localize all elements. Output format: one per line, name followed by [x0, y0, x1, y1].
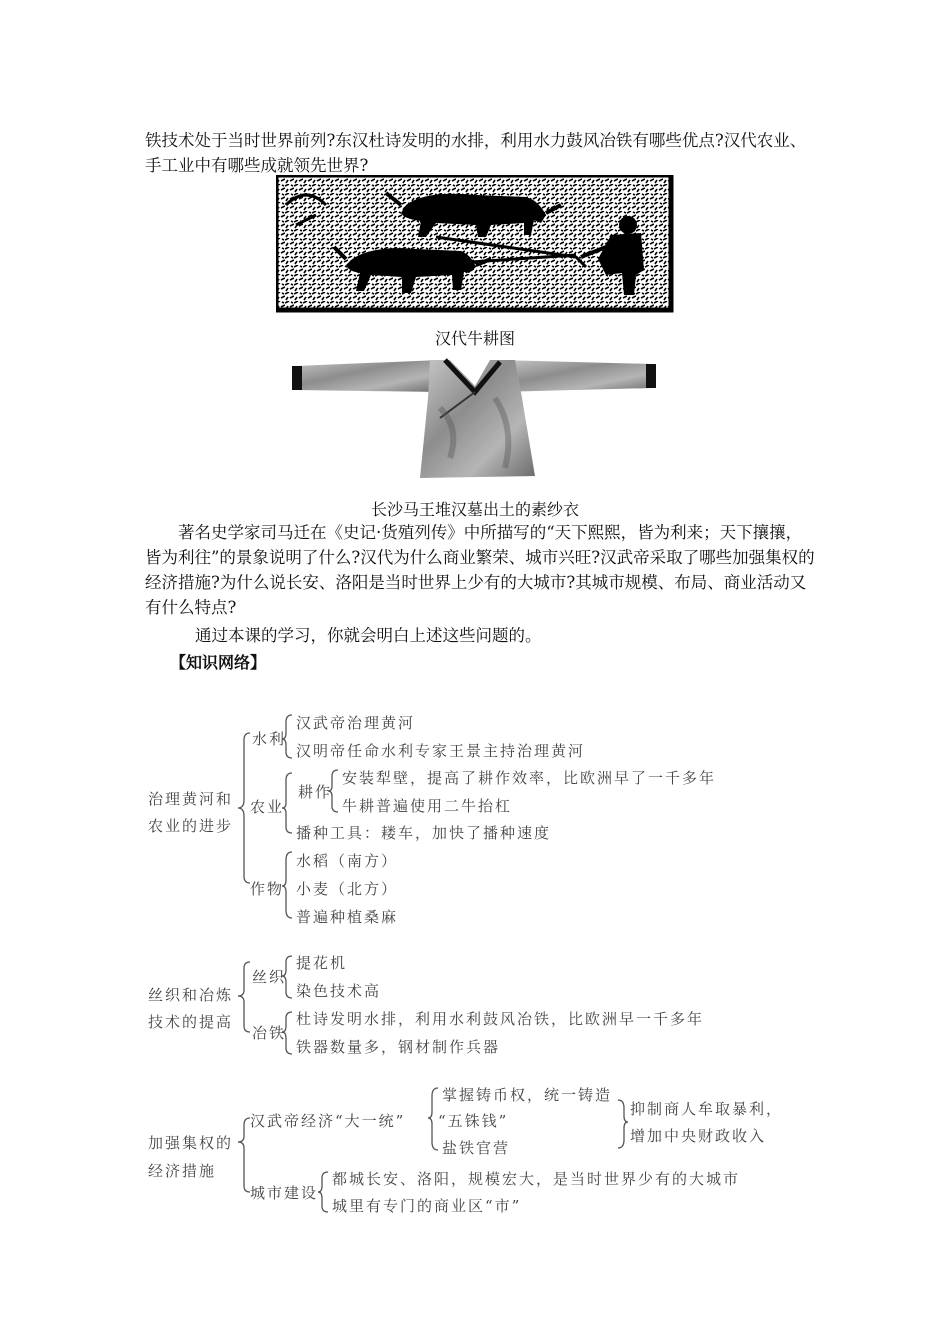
g1-plow-item-1: 安装犁壁，提高了耕作效率，比欧洲早了一千多年	[342, 769, 717, 787]
g3-city-item-2: 城里有专门的商业区“市”	[332, 1197, 522, 1215]
g1-crop-item-1: 水稻（南方）	[296, 852, 399, 870]
g3-root-line-1: 加强集权的	[148, 1134, 234, 1152]
g3-emperor: 汉武帝经济“大一统”	[250, 1112, 406, 1130]
g2-iron-item-2: 铁器数量多，钢材制作兵器	[296, 1038, 501, 1056]
g1-crop-item-3: 普遍种植桑麻	[296, 908, 399, 926]
g3-city: 城市建设	[250, 1184, 319, 1202]
g1-root-line-1: 治理黄河和	[148, 790, 234, 808]
intro-line-2: 手工业中有哪些成就领先世界?	[145, 156, 369, 175]
g2-silk-item-1: 提花机	[296, 954, 348, 972]
g3-emperor-item-2: “五铢钱”	[438, 1112, 509, 1130]
g3-emperor-item-3: 盐铁官营	[442, 1139, 511, 1157]
g1-plow: 耕作	[298, 783, 333, 801]
g1-water: 水利	[252, 730, 287, 748]
g3-root-line-2: 经济措施	[148, 1162, 217, 1180]
g2-silk-item-2: 染色技术高	[296, 982, 382, 1000]
g3-effect-1: 抑制商人牟取暴利，	[630, 1100, 784, 1118]
g1-water-item-1: 汉武帝治理黄河	[296, 714, 416, 732]
g2-iron: 冶铁	[252, 1024, 287, 1042]
g2-root-line-1: 丝织和冶炼	[148, 986, 234, 1004]
g2-iron-item-1: 杜诗发明水排，利用水利鼓风冶铁，比欧洲早一千多年	[296, 1010, 705, 1028]
g1-crops: 作物	[250, 880, 285, 898]
intro-line-1: 铁技术处于当时世界前列?东汉杜诗发明的水排，利用水力鼓风冶铁有哪些优点?汉代农业、	[145, 131, 807, 150]
paragraph-3: 通过本课的学习，你就会明白上述这些问题的。	[195, 626, 542, 645]
g3-emperor-item-1: 掌握铸币权，统一铸造	[442, 1086, 613, 1104]
knowledge-network-heading: 【知识网络】	[170, 653, 267, 672]
g3-effect-2: 增加中央财政收入	[630, 1127, 767, 1145]
g3-city-item-1: 都城长安、洛阳，规模宏大，是当时世界少有的大城市	[332, 1170, 741, 1188]
g1-agri: 农业	[250, 798, 285, 816]
g1-root-line-2: 农业的进步	[148, 817, 234, 835]
g1-water-item-2: 汉明帝任命水利专家王景主持治理黄河	[296, 742, 586, 760]
g2-root-line-2: 技术的提高	[148, 1013, 234, 1031]
paragraph-2: 著名史学家司马迁在《史记·货殖列传》中所描写的“天下熙熙，皆为利来；天下攘攘，皆为利往”的景象说明了什么?汉代为什么商业繁荣、城市兴旺?汉武帝采取了哪些加强集权的经济措施?为什么说长安、洛阳是当时世界上少有的大城市?其城市规模、布局、商业活动又有什么特点?	[145, 523, 815, 617]
ox-plow-caption: 汉代牛耕图	[434, 329, 515, 348]
silk-robe-caption: 长沙马王堆汉墓出土的素纱衣	[370, 500, 579, 519]
g2-silk: 丝织	[252, 968, 287, 986]
g1-plow-item-2: 牛耕普遍使用二牛抬杠	[342, 797, 513, 815]
g1-crop-item-2: 小麦（北方）	[296, 880, 399, 898]
g1-sowing: 播种工具：耧车，加快了播种速度	[296, 824, 552, 842]
